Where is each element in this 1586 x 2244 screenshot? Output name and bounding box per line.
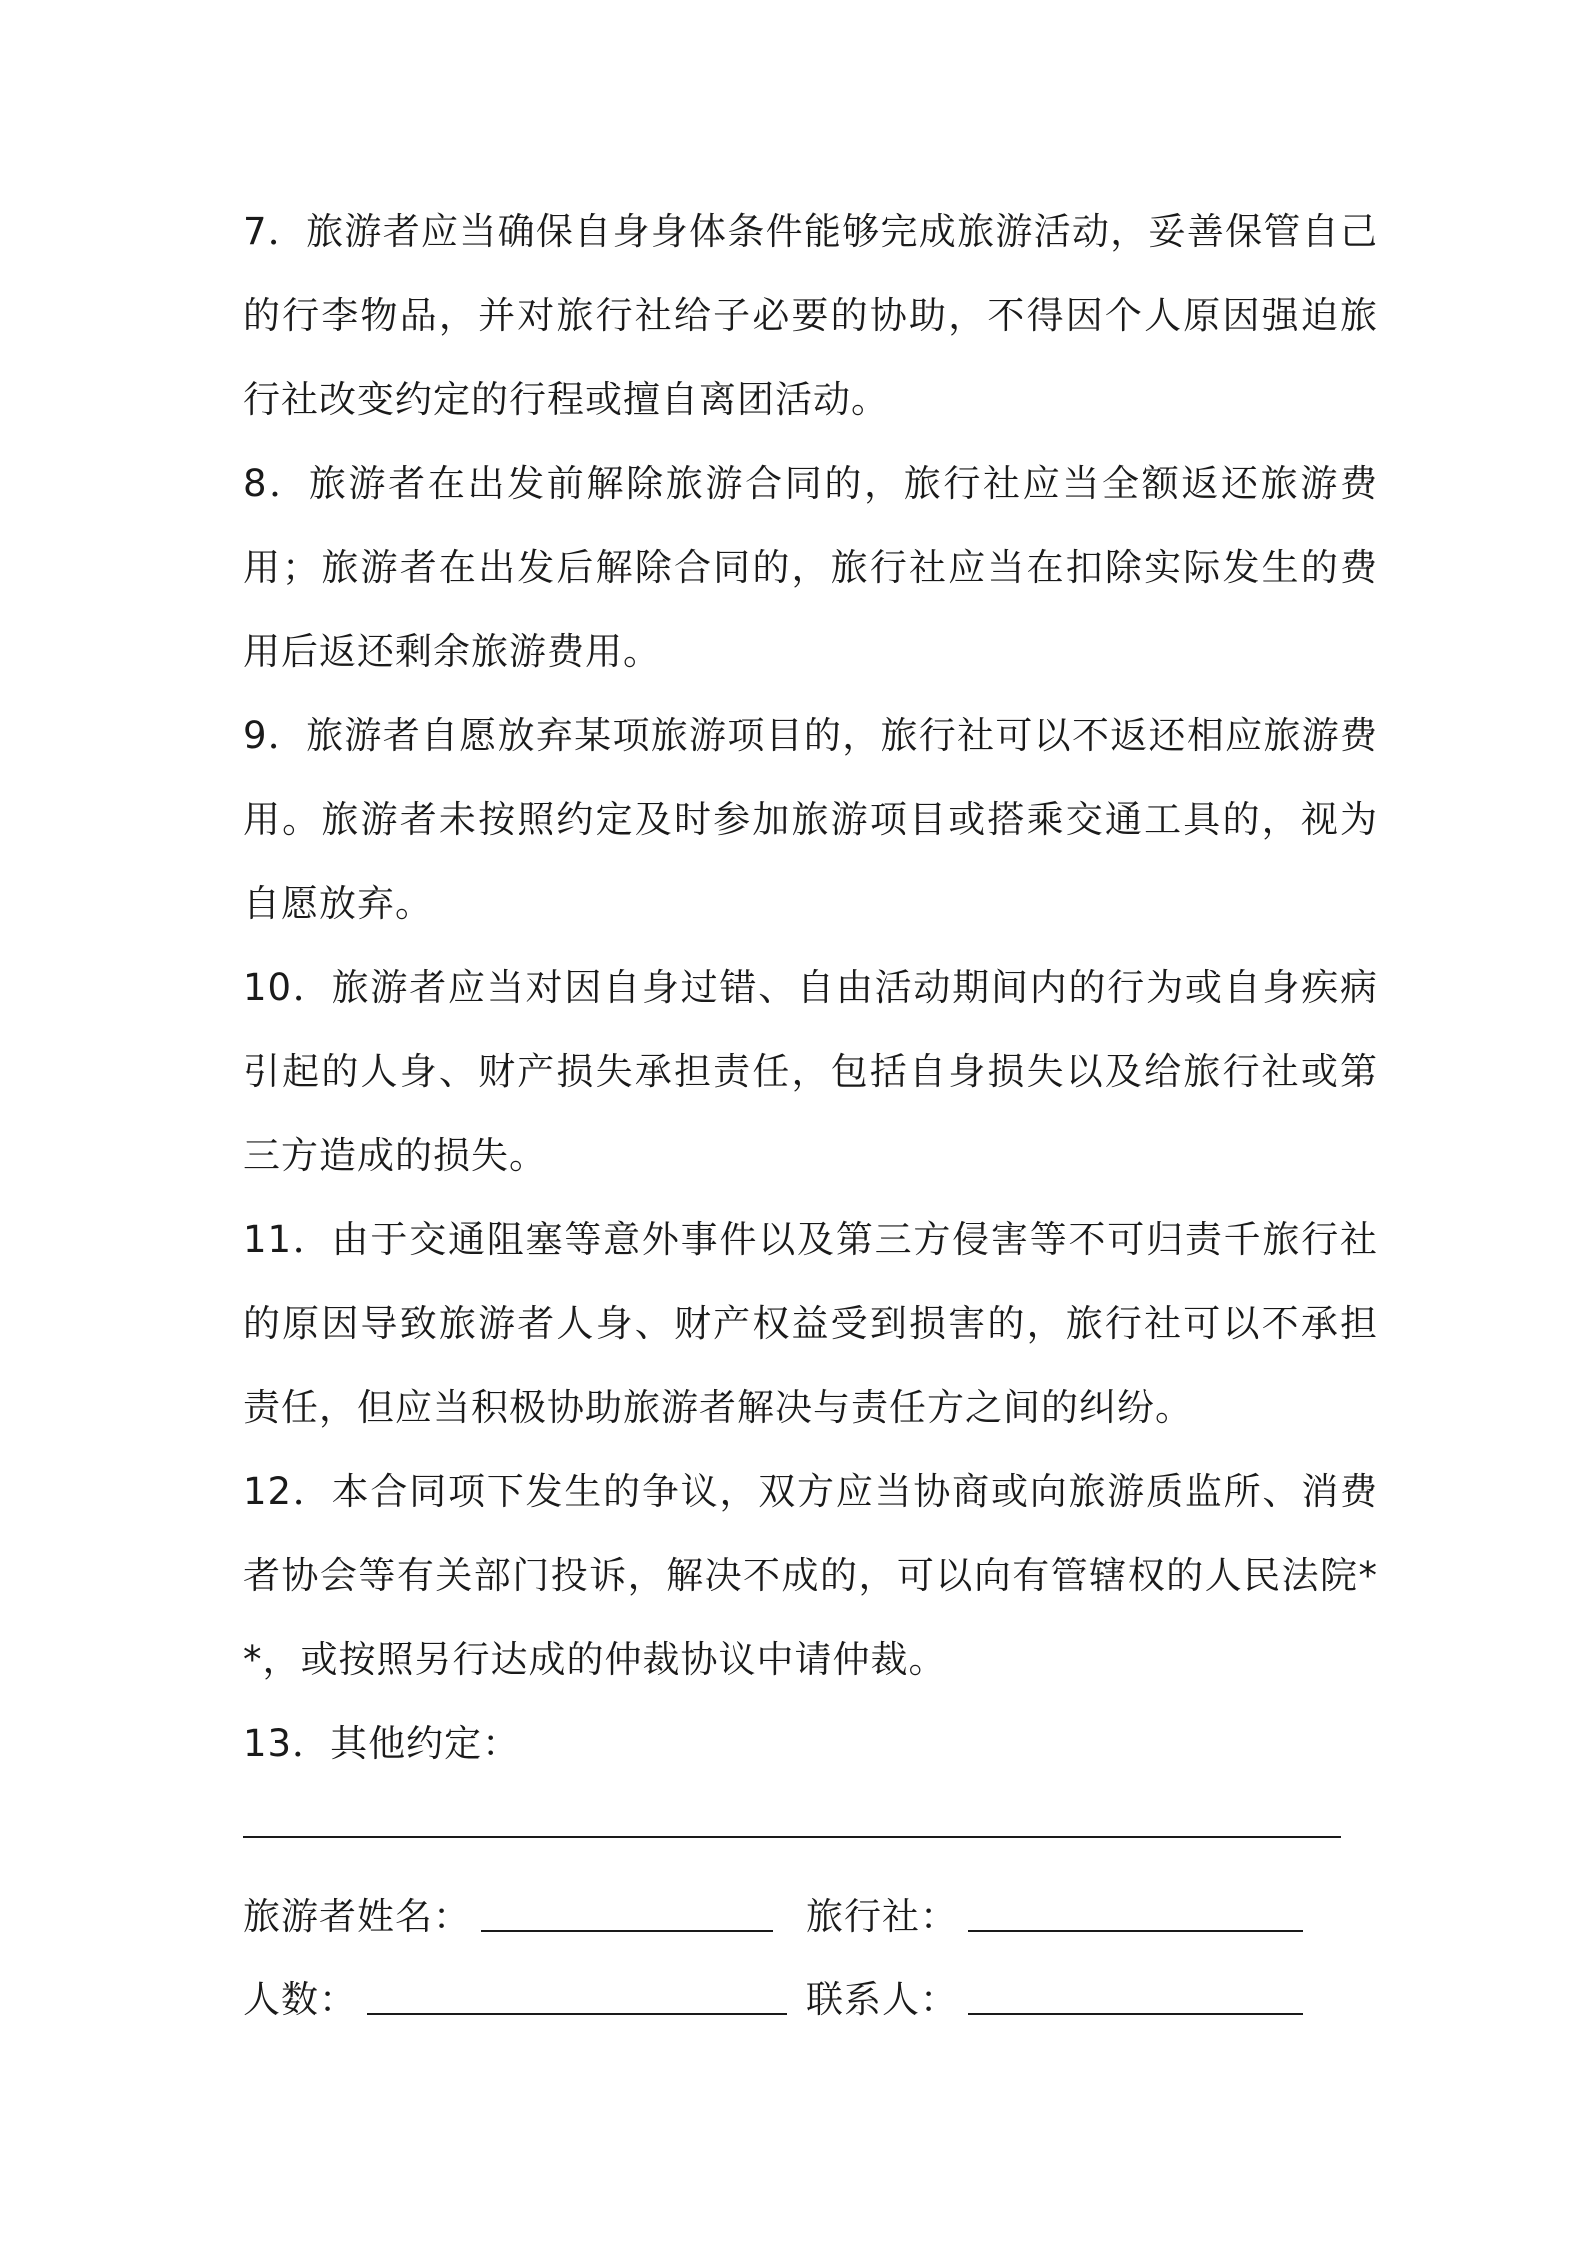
tourist-name-label: 旅游者姓名：: [243, 1895, 471, 1938]
headcount-field: [243, 1963, 787, 2023]
clause-13: 13．其他约定：: [243, 1722, 521, 1765]
tourist-name-field: [243, 1880, 773, 1940]
clause-11: 11．由于交通阻塞等意外事件以及第三方侵害等不可归责千旅行社的原因导致旅游者人身、财产权益受到损害的，旅行社可以不承担责任，但应当积极协助旅游者解决与责任方之间的纠纷。: [243, 1218, 1378, 1429]
headcount-blank: [367, 2013, 787, 2015]
signature-row-2: [243, 1963, 1343, 2023]
clause-7: 7．旅游者应当确保自身身体条件能够完成旅游活动，妥善保管自己的行李物品，并对旅行社给子必要的协助，不得因个人原因强迫旅行社改变约定的行程或擅自离团活动。: [243, 210, 1378, 421]
contact-label: 联系人：: [806, 1978, 958, 2021]
clause-list: [243, 190, 1378, 1786]
signature-row-1: [243, 1880, 1343, 1940]
other-terms-blank-line: [243, 1836, 1341, 1838]
tourist-name-blank: [481, 1930, 773, 1932]
clause-9: 9．旅游者自愿放弃某项旅游项目的，旅行社可以不返还相应旅游费用。旅游者未按照约定及时参加旅游项目或搭乘交通工具的，视为自愿放弃。: [243, 714, 1378, 925]
agency-blank: [968, 1930, 1303, 1932]
clause-8: 8．旅游者在出发前解除旅游合同的，旅行社应当全额返还旅游费用；旅游者在出发后解除合同的，旅行社应当在扣除实际发生的费用后返还剩余旅游费用。: [243, 462, 1378, 673]
clause-12: 12．本合同项下发生的争议，双方应当协商或向旅游质监所、消费者协会等有关部门投诉，解决不成的，可以向有管辖权的人民法院**，或按照另行达成的仲裁协议中请仲裁。: [243, 1470, 1378, 1681]
headcount-label: 人数：: [243, 1978, 357, 2021]
contact-blank: [968, 2013, 1303, 2015]
agency-label: 旅行社：: [806, 1895, 958, 1938]
contact-field: [806, 1963, 1303, 2023]
agency-field: [806, 1880, 1303, 1940]
clause-10: 10．旅游者应当对因自身过错、自由活动期间内的行为或自身疾病引起的人身、财产损失承担责任，包括自身损失以及给旅行社或第三方造成的损失。: [243, 966, 1378, 1177]
